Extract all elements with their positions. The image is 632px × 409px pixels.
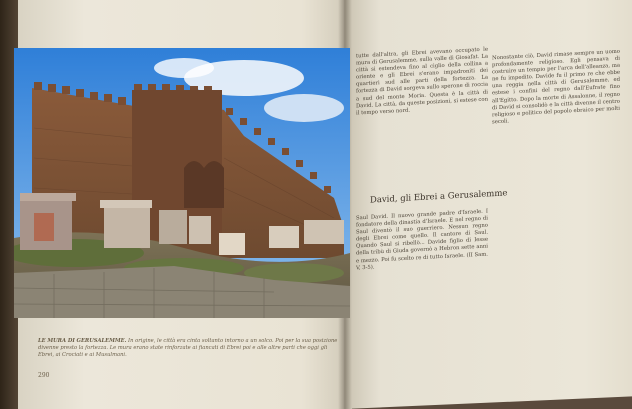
right-column-2: Nonostante ciò, David rimase sempre un uomo profondamente religioso. Egli pensava di costruire un tempio per l'arca dell'alleanza, ma ne fu impedito. Davide fu il primo re che ebbe una reggia nella città di Gerusalemme, ed estese i confini del regno dall'Eufrate fino all'Egitto. Dopo la morte di Assalonne, il regno di David si consolidò e la città divenne il centro religioso e politico del popolo ebraico per molti secoli. <box>492 48 620 126</box>
jerusalem-walls-photo <box>14 48 350 318</box>
photo-caption <box>38 338 343 359</box>
section-heading: David, gli Ebrei a Gerusalemme <box>370 188 508 206</box>
caption-text: In origine, le città era cinta soltanto intorno a un solco. Poi per la sua posizione divenne presto la fortezza. Le mura erano state rinforzate ai fiancati di Ebrei poi e alle altre parti che oggi gli Ebrei, ai Crociati e ai Musulmani. <box>38 338 338 358</box>
caption-lead: LE MURA DI GERUSALEMME. <box>38 338 127 344</box>
page-number: 290 <box>38 372 50 379</box>
right-column-1-top: tutte dall'altra, gli Ebrei avevano occupato le mura di Gerusalemme, sulla valle di Giosafat. La città si estendeva fino al ciglio della collina a oriente e gli Ebrei s'erano impadroniti dei quartieri sud alle parti della fortezza. La fortezza di David sorgeva sullo sperone di roccia a sud del monte Moria. Questa è la città di David. La città, da queste posizioni, si estese con il tempo verso nord. <box>356 46 488 117</box>
right-column-1-bottom: Saul David. Il nuovo grande padre d'Israele. I fondatore della dinastia d'Israele. E nel regno di Saul diventò il suo guerriero. Nessun regno degli Ebrei come quello. Il cantore di Saul. Quando Saul si ribellò... Davide figlio di Iesse della tribù di Giuda governò a Hebron sette anni e mezzo. Poi fu scelto re di tutto Israele. (II Sam. V, 3-5). <box>356 208 488 272</box>
